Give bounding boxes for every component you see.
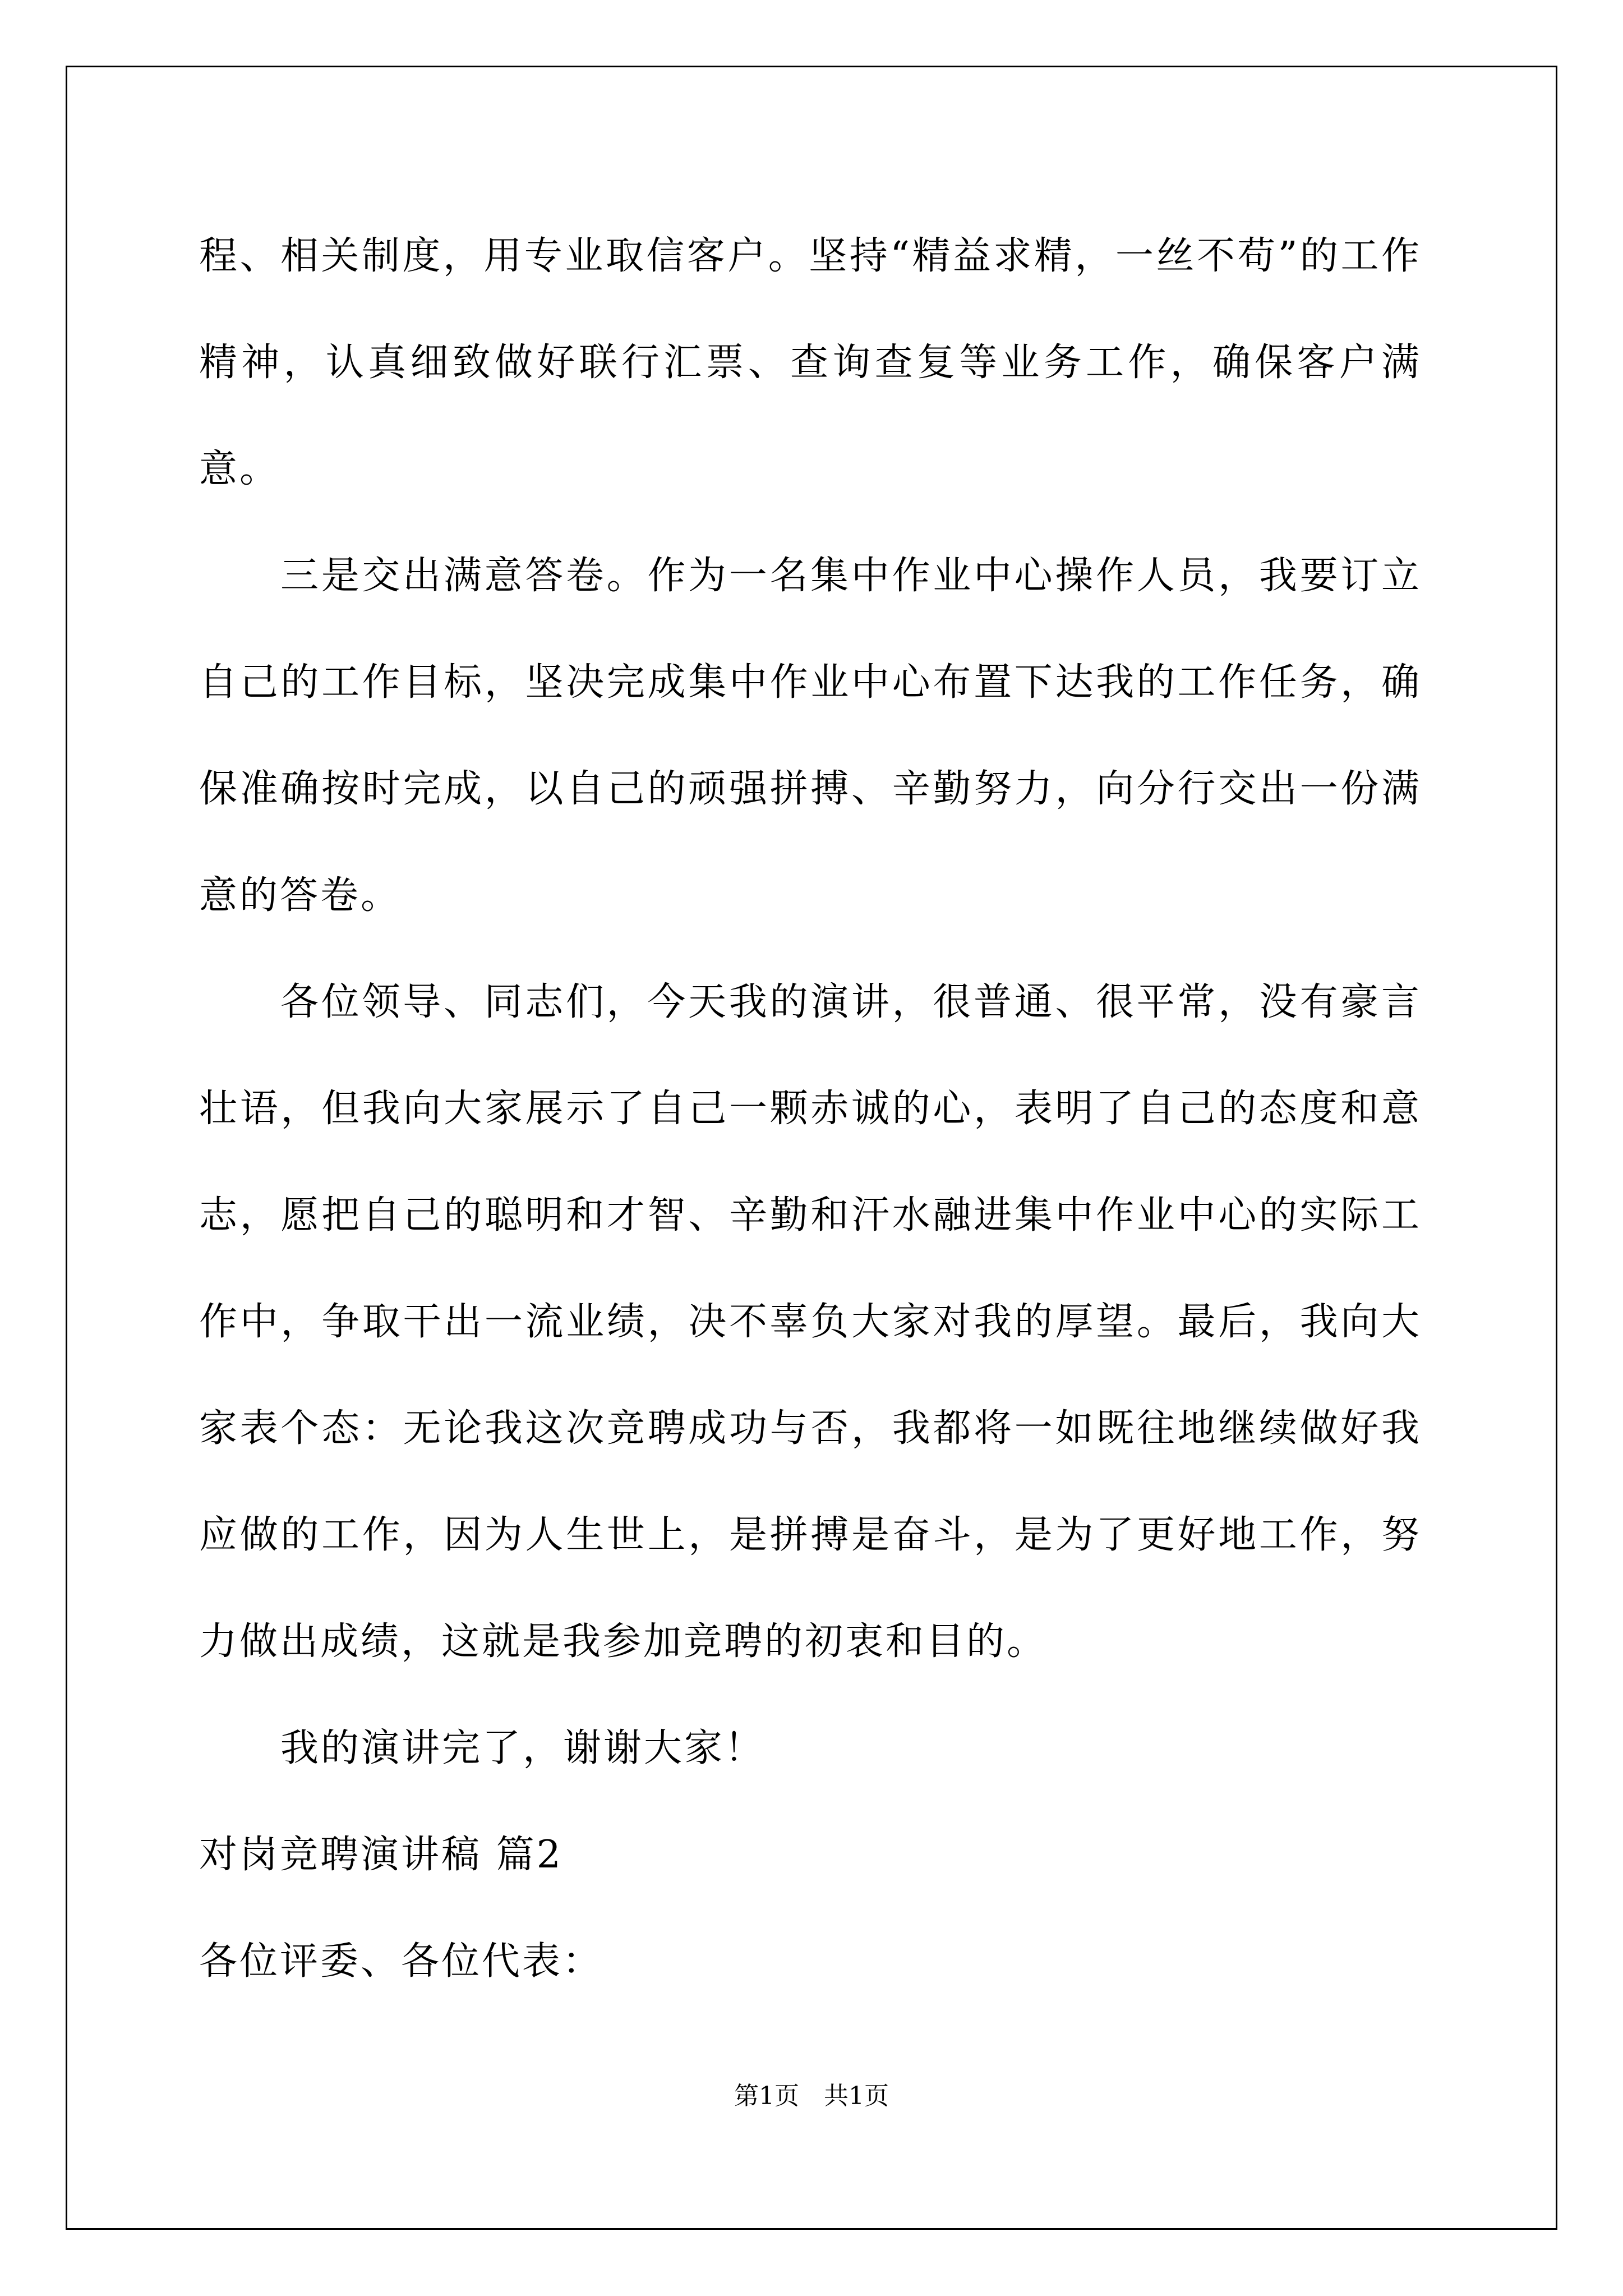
- page-footer: 第1页 共1页: [734, 2082, 889, 2110]
- paragraph-4: 我的演讲完了，谢谢大家！: [280, 1726, 766, 1770]
- paragraph-2: 三是交出满意答卷。作为一名集中作业中心操作人员，我要订立自己的工作目标，坚决完成集中作业中心布置下达我的工作任务，确保准确按时完成，以自己的顽强拼搏、辛勤努力，向分行交出一份满意的答卷。: [199, 554, 1422, 918]
- paragraph-3: 各位领导、同志们，今天我的演讲，很普通、很平常，没有豪言壮语，但我向大家展示了自己一颗赤诚的心，表明了自己的态度和意志，愿把自己的聪明和才智、辛勤和汗水融进集中作业中心的实际工作中，争取干出一流业绩，决不辜负大家对我的厚望。最后，我向大家表个态：无论我这次竞聘成功与否，我都将一如既往地继续做好我应做的工作，因为人生世上，是拼搏是奋斗，是为了更好地工作，努力做出成绩，这就是我参加竞聘的初衷和目的。: [199, 980, 1422, 1664]
- paragraph-1: 程、相关制度，用专业取信客户。坚持“精益求精，一丝不苟”的工作精神，认真细致做好联行汇票、查询查复等业务工作，确保客户满意。: [199, 234, 1422, 491]
- section-title: 对岗竞聘演讲稿 篇2: [199, 1833, 563, 1877]
- salutation: 各位评委、各位代表：: [199, 1939, 603, 1984]
- document-body: [199, 203, 1422, 2015]
